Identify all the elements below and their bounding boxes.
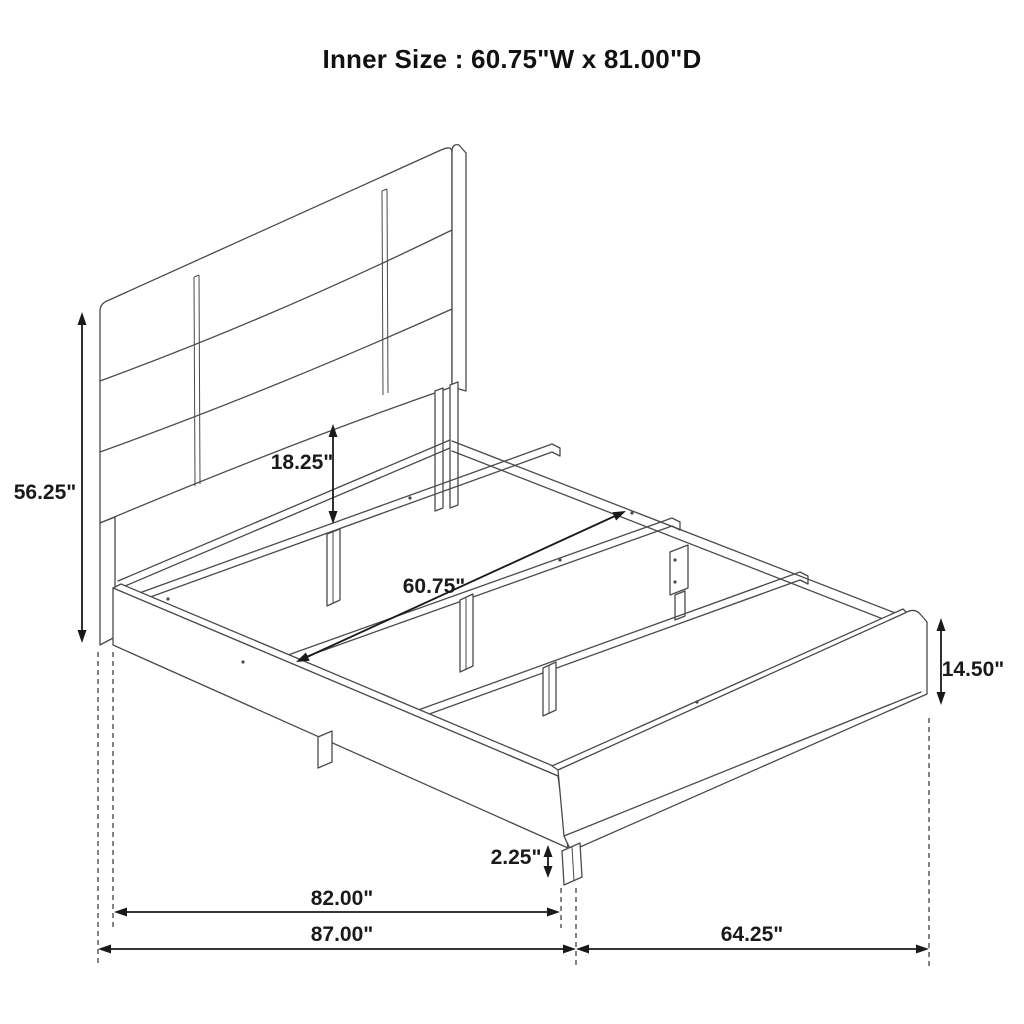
dim-headboard-height-label: 56.25": [13, 481, 77, 504]
fastener-dot: [166, 597, 169, 600]
near-side-rail: [113, 588, 568, 848]
headboard-right-leg: [450, 382, 458, 508]
dim-foot-leg-height-label: 2.25": [490, 846, 542, 869]
footboard-panel: [558, 610, 927, 851]
dim-overall-depth-label: 87.00": [310, 923, 374, 946]
dim-slat-span-label: 82.00": [310, 887, 374, 910]
headboard-side-face: [452, 145, 466, 391]
bracket-bolt: [673, 580, 676, 583]
dim-headboard-height: [14, 312, 87, 643]
bed-frame-deck: [113, 440, 903, 848]
headboard: [100, 145, 466, 645]
rail-bracket: [670, 545, 688, 595]
dim-foot-leg-height: [491, 845, 553, 878]
footboard: [552, 609, 927, 885]
dim-footboard-width: [576, 923, 929, 954]
fastener-dot: [695, 700, 698, 703]
near-side-rail-leg: [318, 731, 332, 768]
fastener-dot: [241, 660, 244, 663]
dim-footboard-width-label: 64.25": [720, 923, 784, 946]
dim-slat-span: [114, 887, 560, 917]
dim-inner-width-label: 60.75": [402, 575, 466, 598]
fastener-dot: [630, 511, 633, 514]
dim-headboard-clearance-label: 18.25": [270, 451, 334, 474]
bracket-bolt: [673, 558, 676, 561]
fastener-dot: [408, 496, 411, 499]
diagram-title: Inner Size : 60.75"W x 81.00"D: [322, 44, 702, 74]
fastener-dot: [558, 558, 561, 561]
dim-overall-depth: [98, 923, 576, 954]
near-side-rail-top: [113, 584, 565, 776]
dim-footboard-height: [937, 618, 1005, 705]
dim-footboard-height-label: 14.50": [941, 658, 1005, 681]
